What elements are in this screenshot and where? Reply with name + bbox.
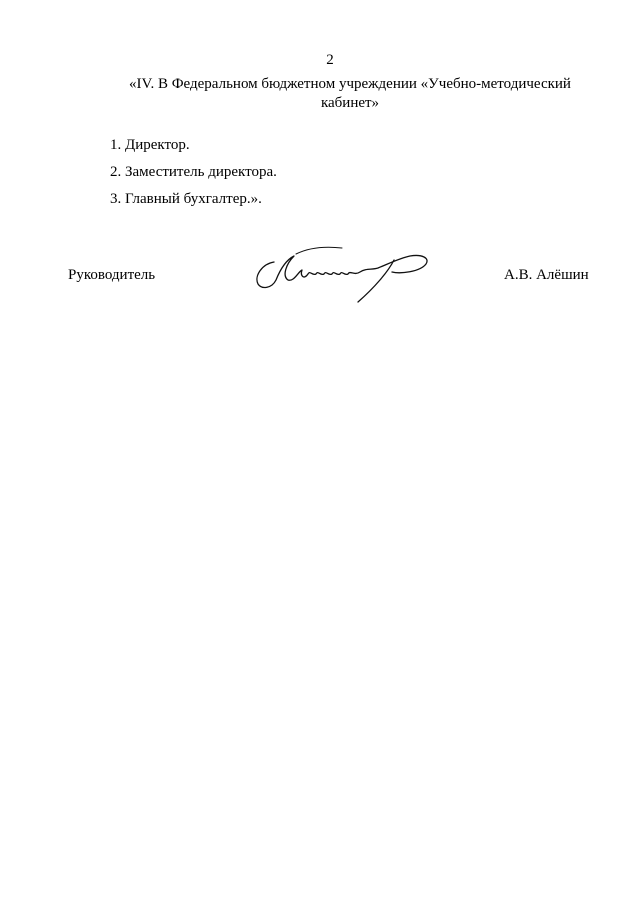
list-item: 1. Директор. (110, 137, 190, 153)
handwritten-signature (250, 242, 440, 304)
position-list (110, 136, 277, 217)
section-heading: «IV. В Федеральном бюджетном учреждении «Учебно-методический кабинет» (129, 76, 571, 111)
signatory-name: А.В. Алёшин (504, 267, 589, 283)
list-item: 2. Заместитель директора. (110, 164, 277, 180)
page-number: 2 (326, 52, 334, 68)
signatory-title: Руководитель (68, 267, 156, 283)
list-item: 3. Главный бухгалтер.». (110, 191, 262, 207)
